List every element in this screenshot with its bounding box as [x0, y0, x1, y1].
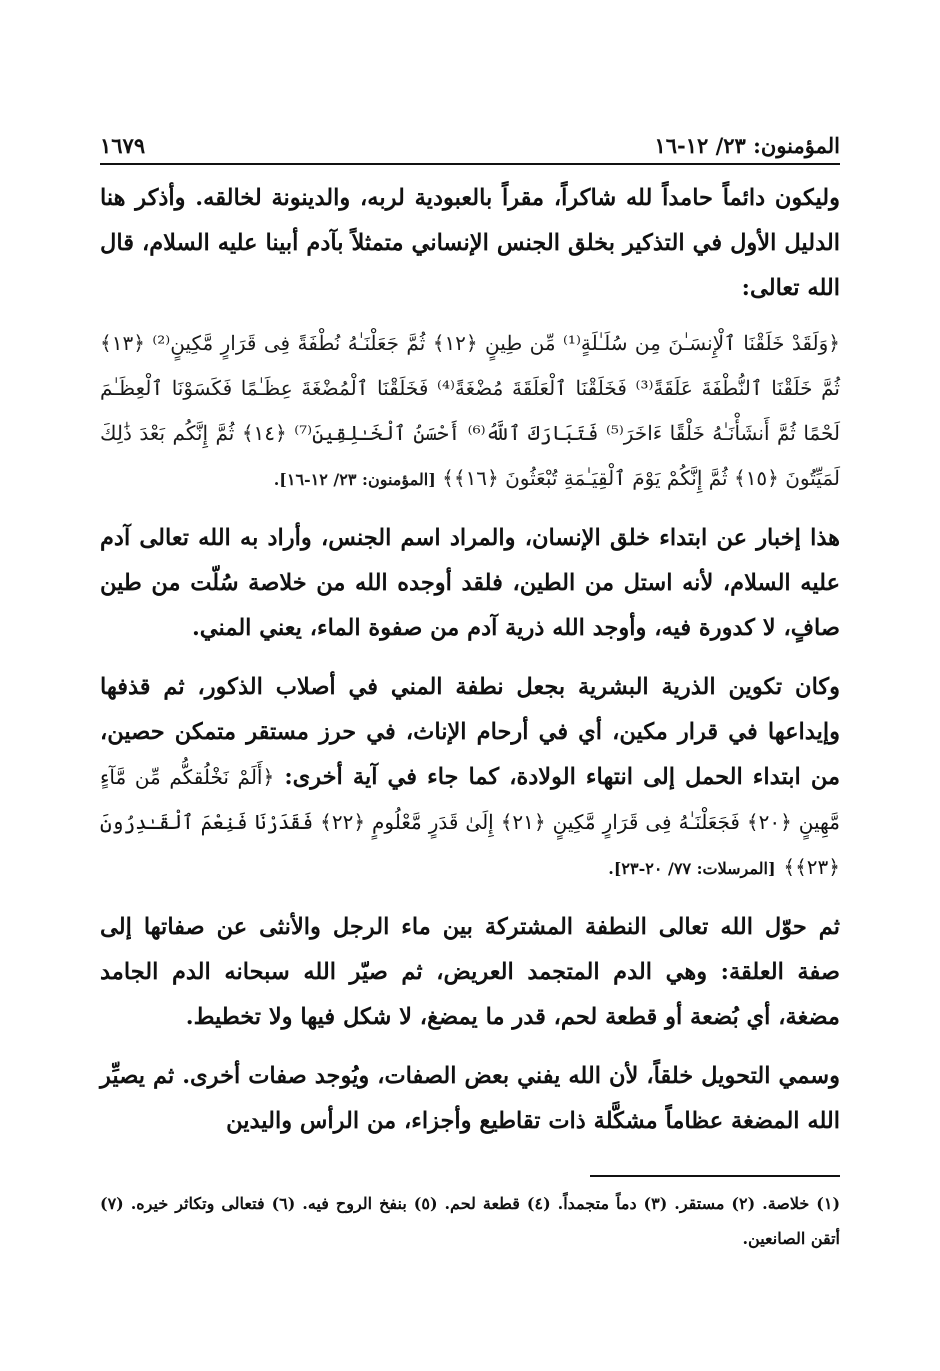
paragraph-2: هذا إخبار عن ابتداء خلق الإنسان، والمراد اسم الجنس، وأراد به الله تعالى آدم عليه السلام، لأنه استل من الطين، فلقد أوجده الله من خلاصة سُلّت من طين صافٍ، لا كدورة فيه، وأوجد الله ذرية آدم من صفوة الماء، يعني المني.: [100, 525, 840, 641]
page-number: ١٦٧٩: [100, 133, 146, 158]
header-rule: [100, 163, 840, 165]
paragraph-4: ثم حوّل الله تعالى النطفة المشتركة بين ماء الرجل والأنثى عن صفاتها إلى صفة العلقة: وهي الدم المتجمد العريض، ثم صيّر الله سبحانه الدم الجامد مضغة، أي بُضعة أو قطعة لحم، قدر ما يمضغ، لا شكل فيها ولا تخطيط.: [100, 914, 840, 1030]
footnote-rule: [590, 1175, 840, 1177]
footnotes: (١) خلاصة. (٢) مستقر. (٣) دماً متجمداً. (٤) قطعة لحم. (٥) بنفخ الروح فيه. (٦) فتعالى وتكاثر خيره. (٧) أتقن الصانعين.: [100, 1194, 841, 1248]
quran-inline-reference: [المرسلات: ٧٧/ ٢٠-٢٣].: [608, 859, 776, 878]
surah-reference: المؤمنون: ٢٣/ ١٢-١٦: [654, 133, 840, 158]
paragraph-3-text: وكان تكوين الذرية البشرية بجعل نطفة المني في أصلاب الذكور، ثم قذفها وإيداعها في قرار مكين، أي في أرحام الإناث، في حرز مستقر متمكن حصين، من ابتداء الحمل إلى انتهاء الولادة، كما جاء في آية أخرى:: [100, 674, 841, 790]
paragraph-3: [100, 665, 840, 891]
book-page: [100, 0, 840, 1371]
page-header: [100, 124, 840, 158]
quran-verses-text: ﴿وَلَقَدْ خَلَقْنَا ٱلْإِنسَـٰنَ مِن سُلَـٰلَةٍ⁽¹⁾ مِّن طِينٍ ﴿١٢﴾ ثُمَّ جَعَلْنَـٰهُ نُطْفَةً فِى قَرَارٍ مَّكِينٍ⁽²⁾ ﴿١٣﴾ ثُمَّ خَلَقْنَا ٱلنُّطْفَةَ عَلَقَةً⁽³⁾ فَخَلَقْنَا ٱلْعَلَقَةَ مُضْغَةً⁽⁴⁾ فَخَلَقْنَا ٱلْمُضْغَةَ عِظَـٰمًا فَكَسَوْنَا ٱلْعِظَـٰمَ لَحْمًا ثُمَّ أَنشَأْنَـٰهُ خَلْقًا ءَاخَرَ⁽⁵⁾ فَتَبَارَكَ ٱللَّهُ⁽⁶⁾ أَحْسَنُ ٱلْخَـٰلِقِينَ⁽⁷⁾ ﴿١٤﴾ ثُمَّ إِنَّكُم بَعْدَ ذَٰلِكَ لَمَيِّتُونَ ﴿١٥﴾ ثُمَّ إِنَّكُمْ يَوْمَ ٱلْقِيَـٰمَةِ تُبْعَثُونَ ﴿١٦﴾﴾: [100, 331, 840, 490]
paragraph-5: وسمي التحويل خلقاً، لأن الله يفني بعض الصفات، ويُوجد صفات أخرى. ثم يصيِّر الله المضغة عظاماً مشكَّلة ذات تقاطيع وأجزاء، من الرأس واليدين: [100, 1063, 840, 1134]
paragraph-intro: وليكون دائماً حامداً لله شاكراً، مقراً بالعبودية لربه، والدينونة لخالقه. وأذكر هنا الدليل الأول في التذكير بخلق الجنس الإنساني متمثلاً بآدم أبينا عليه السلام، قال الله تعالى:: [100, 185, 840, 301]
quran-verses-reference: [المؤمنون: ٢٣/ ١٢-١٦].: [273, 470, 436, 489]
page-body: [100, 176, 840, 1144]
quran-inline-verses: ﴿أَلَمْ نَخْلُقكُّم مِّن مَّآءٍ مَّهِينٍ ﴿٢٠﴾ فَجَعَلْنَـٰهُ فِى قَرَارٍ مَّكِينٍ ﴿٢١﴾ إِلَىٰ قَدَرٍ مَّعْلُومٍ ﴿٢٢﴾ فَقَدَرْنَا فَنِعْمَ ٱلْقَـٰدِرُونَ ﴿٢٣﴾﴾: [100, 765, 840, 879]
quran-verses-main: [100, 321, 840, 502]
